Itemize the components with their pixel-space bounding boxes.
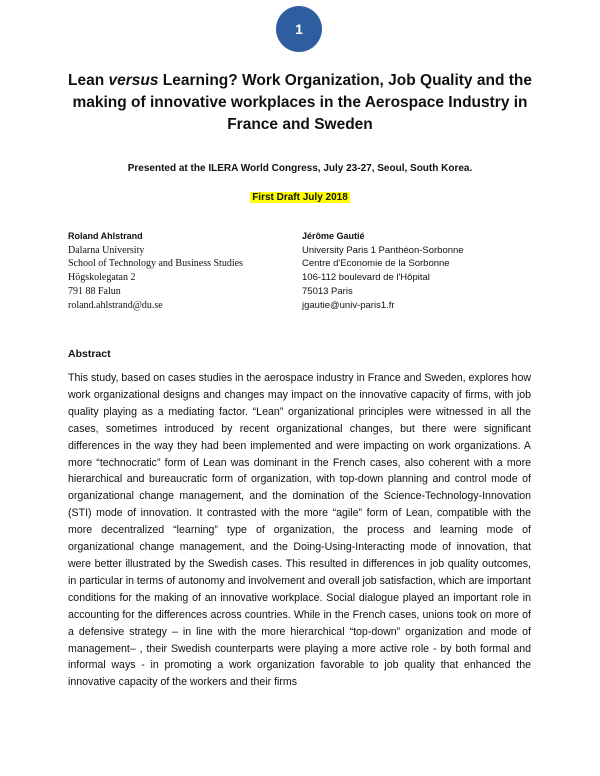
author-email: roland.ahlstrand@du.se bbox=[68, 299, 163, 311]
author-block-gautie bbox=[302, 230, 464, 312]
author-street: Högskolegatan 2 bbox=[68, 272, 136, 284]
title-part-1: Lean bbox=[68, 72, 109, 89]
title-part-2: Learning? Work Organization, Job Quality and the making of innovative workplaces in the Aerospace Industry in France and Sweden bbox=[72, 72, 532, 133]
author-city: 791 88 Falun bbox=[68, 285, 121, 297]
author-department: School of Technology and Business Studies bbox=[68, 258, 243, 270]
author-name: Roland Ahlstrand bbox=[68, 231, 143, 241]
author-block-ahlstrand bbox=[68, 230, 243, 312]
author-street: 106-112 boulevard de l'Hôpital bbox=[302, 272, 430, 284]
author-name: Jérôme Gautié bbox=[302, 231, 365, 241]
author-department: Centre d'Economie de la Sorbonne bbox=[302, 258, 450, 270]
author-city: 75013 Paris bbox=[302, 285, 353, 297]
author-affiliation: Dalarna University bbox=[68, 244, 145, 256]
abstract-text: This study, based on cases studies in the aerospace industry in France and Sweden, explores how work organizational designs and changes may impact on the innovative capacity of firms, with job quality playing as a mediating factor. “Lean” organizational principles were witnessed in all the cases, sometimes introduced by recent organizational changes, but there were significant differences in the way they had been implemented and were impacting on work organizations. A more “technocratic” form of Lean was dominant in the French cases, also coherent with a more hierarchical and bureaucratic form of organization, with top-down planning and control mode of organizational change management, and the domination of the Science-Technology-Innovation (STI) mode of innovation. It contrasted with the more “agile” form of Lean, compatible with the more decentralized “learning” type of organization, the process and learning mode of organizational change management, and the Doing-Using-Interacting mode of innovation, that were better illustrated by the Swedish cases. This resulted in differences in job quality outcomes, in particular in terms of autonomy and involvement and overall job satisfaction, which are important conditions for the making of an innovative workplace. Social dialogue played an important role in accounting for the differences across countries. While in the French cases, unions took on more of a defensive strategy – in line with the more hierarchical “top-down” organization and mode of management– , their Swedish counterparts were playing a more active role - by both formal and informal ways - in promoting a work organization favorable to job quality that enhanced the innovative capacity of the workers and their firms bbox=[68, 372, 531, 689]
title-italic: versus bbox=[108, 72, 159, 89]
paper-title bbox=[60, 70, 540, 136]
author-email: jgautie@univ-paris1.fr bbox=[302, 299, 395, 311]
page-number-badge: 1 bbox=[276, 6, 322, 52]
abstract-heading: Abstract bbox=[68, 348, 111, 360]
author-affiliation: University Paris 1 Panthéon-Sorbonne bbox=[302, 244, 464, 256]
draft-line bbox=[60, 187, 540, 205]
presented-at-line: Presented at the ILERA World Congress, July 23-27, Seoul, South Korea. bbox=[127, 163, 473, 174]
draft-highlight: First Draft July 2018 bbox=[252, 192, 348, 203]
